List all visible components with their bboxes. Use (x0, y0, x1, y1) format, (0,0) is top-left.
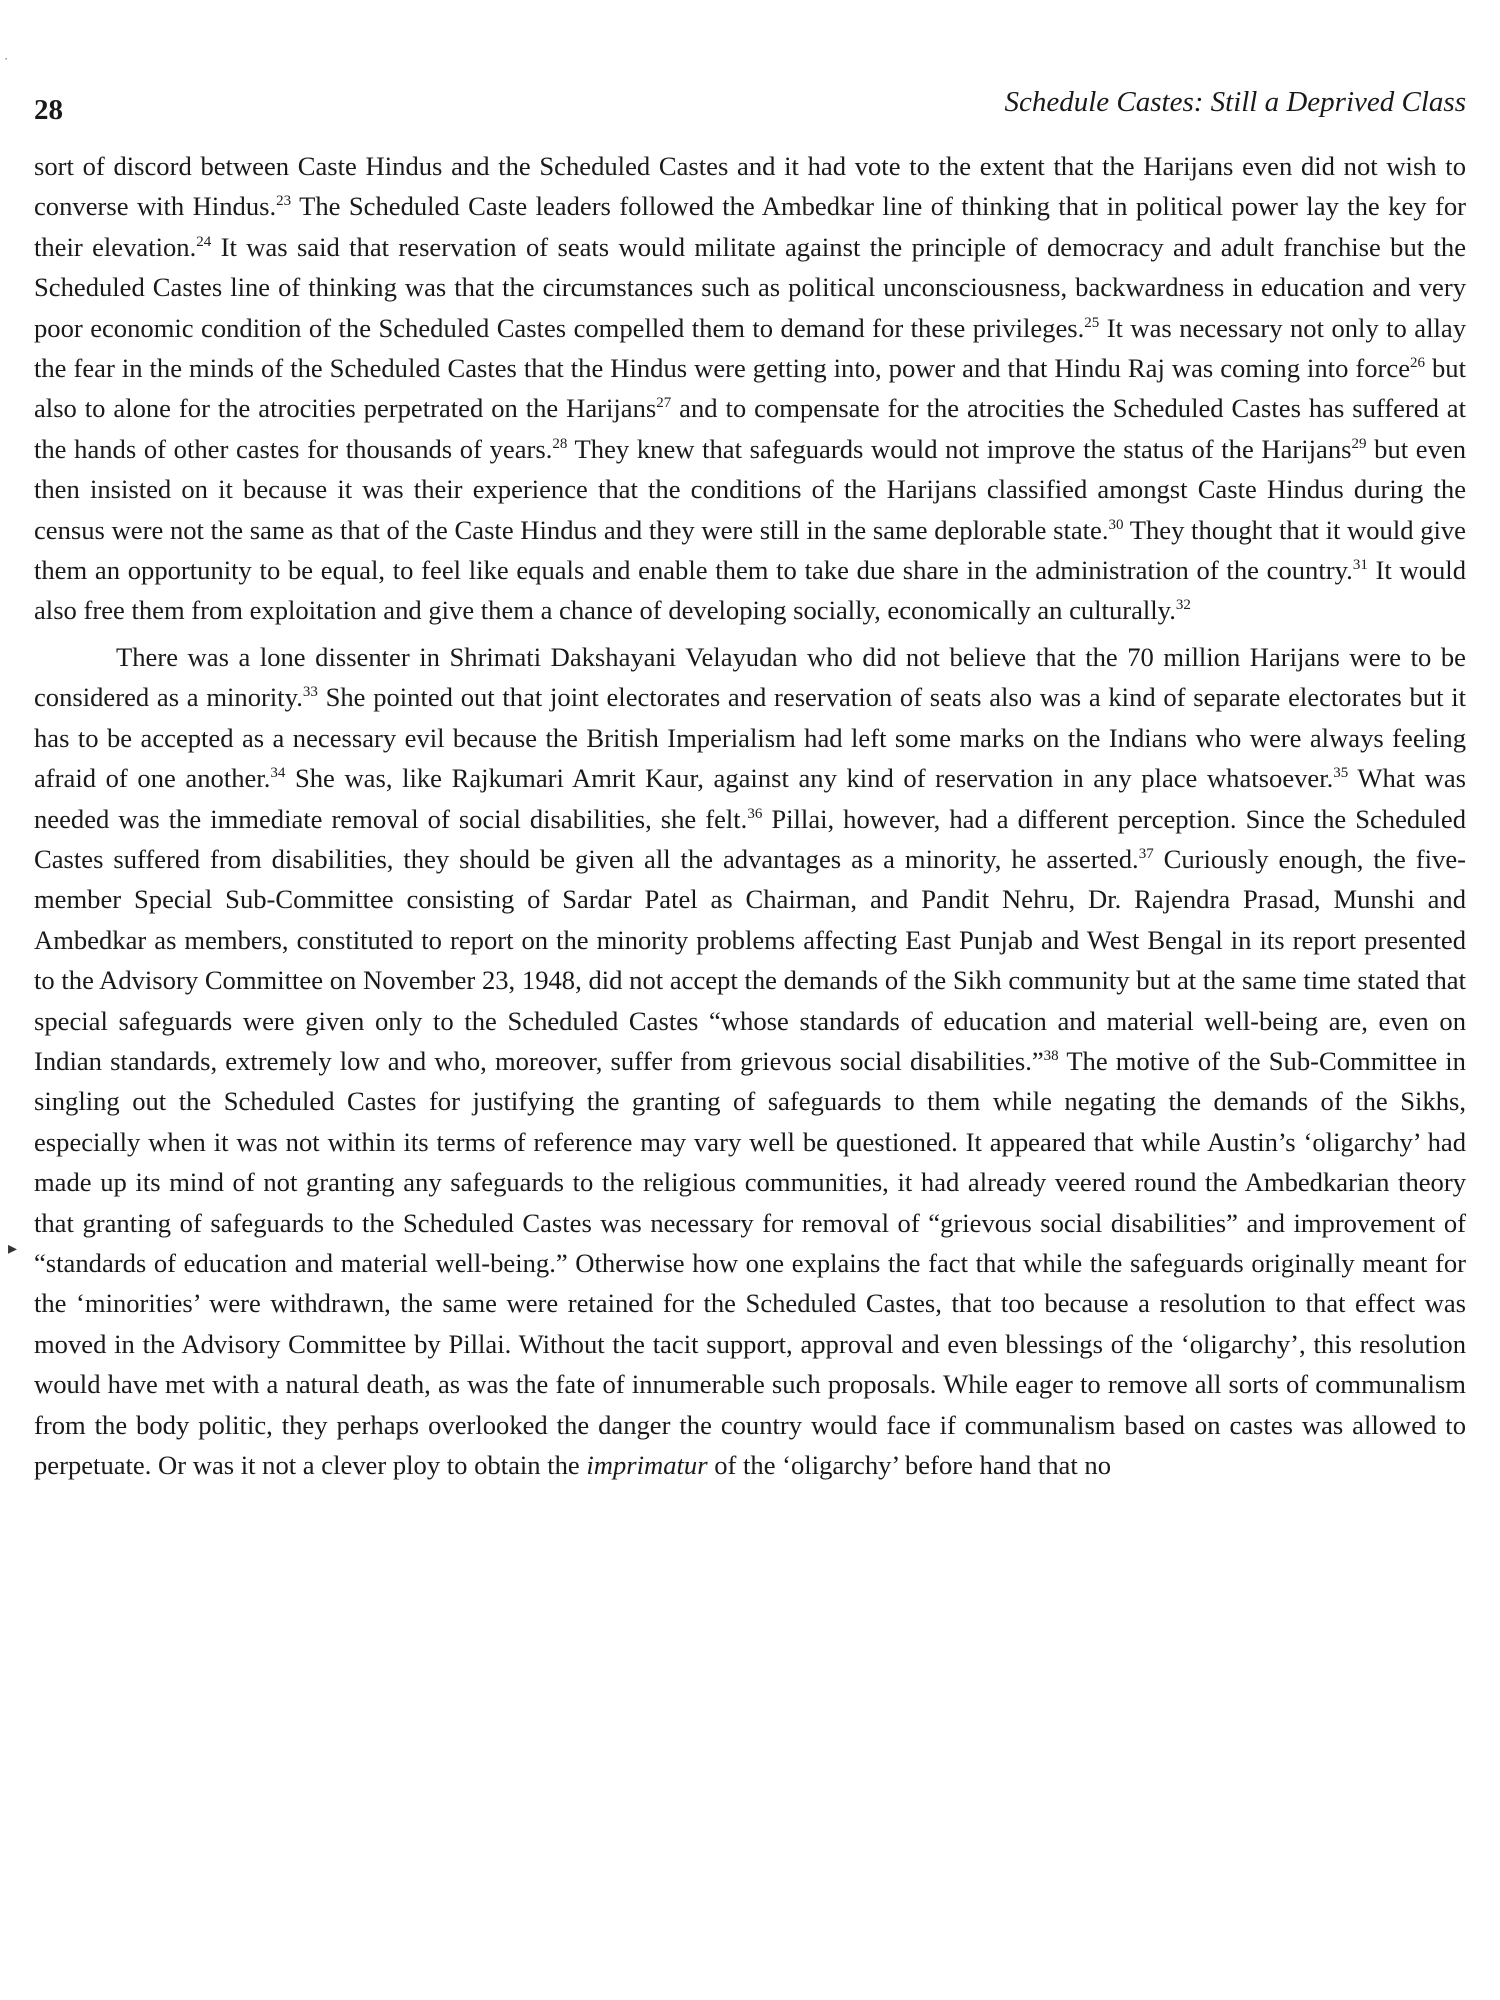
footnote-ref: 24 (196, 233, 212, 250)
text-run: She was, like Rajkumari Amrit Kaur, against any kind of reservation in any place whatsoever. (285, 763, 1334, 794)
footnote-ref: 38 (1043, 1048, 1059, 1065)
text-run: It was said that reservation of seats would militate against the principle of democracy and adult franchise but the Scheduled Castes line of thinking was that the circumstances such as political unconsciousness, backwardness in education and very poor economic condition of the Scheduled Castes compelled them to demand for these privileges. (34, 231, 1467, 343)
footnote-ref: 30 (1108, 516, 1124, 533)
footnote-ref: 36 (747, 805, 763, 822)
text-run: What was needed was the immediate removal of social disabilities, she felt. (34, 763, 1466, 834)
text-run: They thought that it would give them an opportunity to be equal, to feel like equals and enable them to take due share in the administration of the country. (34, 514, 1466, 586)
text-run: It would also free them from exploitation and give them a chance of developing socially, economically an culturally. (34, 555, 1466, 626)
footnote-ref: 35 (1333, 765, 1349, 782)
margin-arrow-icon: ▸ (8, 1238, 18, 1258)
footnote-ref: 32 (1175, 597, 1191, 614)
text-run: and to compensate for the atrocities the Scheduled Castes has suffered at the hands of other castes for thousands of years. (34, 393, 1466, 464)
footnote-ref: 29 (1351, 435, 1367, 452)
page-header (34, 80, 1466, 136)
text-run: Curiously enough, the five-member Special Sub-Committee consisting of Sardar Patel as Chairman, and Pandit Nehru, Dr. Rajendra Prasad, Munshi and Ambedkar as members, constituted to report on the minority problems affecting East Punjab and West Bengal in its report presented to the Advisory Committee on November 23, 1948, did not accept the demands of the Sikh community but at the same time stated that special safeguards were given only to the Scheduled Castes “whose standards of education and material well-being are, even on Indian standards, extremely low and who, moreover, suffer from grievous social disabilities.” (34, 843, 1466, 1076)
footnote-ref: 33 (302, 684, 318, 701)
text-run: It was necessary not only to allay the fear in the minds of the Scheduled Castes that the Hindus were getting into, power and that Hindu Raj was coming into force (34, 312, 1466, 384)
footnote-ref: 37 (1138, 846, 1154, 863)
footnote-ref: 23 (276, 193, 292, 210)
text-run: The Scheduled Caste leaders followed the Ambedkar line of thinking that in political power lay the key for their elevation. (34, 191, 1466, 262)
page-number: 28 (34, 94, 63, 126)
footnote-ref: 27 (656, 395, 672, 412)
book-page (34, 80, 1466, 1485)
text-run: sort of discord between Caste Hindus and the Scheduled Castes and it had vote to the extent that the Harijans even did not wish to converse with Hindus. (34, 151, 1466, 222)
footnote-ref: 28 (552, 435, 568, 452)
text-run: They knew that safeguards would not improve the status of the Harijans (567, 433, 1352, 464)
footnote-ref: 34 (270, 765, 286, 782)
text-run: She pointed out that joint electorates and reservation of seats also was a kind of separate electorates but it has to be accepted as a necessary evil because the British Imperialism had left some marks on the Indians who were always feeling afraid of one another. (34, 682, 1466, 794)
paragraph (34, 637, 1466, 1486)
text-run: Pillai, however, had a different perception. Since the Scheduled Castes suffered from disabilities, they should be given all the advantages as a minority, he asserted. (34, 803, 1466, 874)
text-run: but also to alone for the atrocities perpetrated on the Harijans (34, 353, 1466, 424)
text-run: of the ‘oligarchy’ before hand that no (707, 1450, 1111, 1480)
text-run: There was a lone dissenter in Shrimati Dakshayani Velayudan who did not believe that the 70 million Harijans were to be considered as a minority. (34, 641, 1466, 713)
paragraph (34, 146, 1466, 631)
footnote-ref: 31 (1352, 557, 1368, 574)
body-text (34, 146, 1466, 1485)
footnote-ref: 25 (1084, 314, 1100, 331)
text-run: The motive of the Sub-Committee in singling out the Scheduled Castes for justifying the granting of safeguards to them while negating the demands of the Sikhs, especially when it was not within its terms of reference may vary well be questioned. It appeared that while Austin’s ‘oligarchy’ had made up its mind of not granting any safeguards to the religious communities, it had already veered round the Ambedkarian theory that granting of safeguards to the Scheduled Castes was necessary for removal of “grievous social disabilities” and improvement of “standards of education and material well-being.” Otherwise how one explains the fact that while the safeguards originally meant for the ‘minorities’ were withdrawn, the same were retained for the Scheduled Castes, that too because a resolution to that effect was moved in the Advisory Committee by Pillai. Without the tacit support, approval and even blessings of the ‘oligarchy’, this resolution would have met with a natural death, as was the fate of innumerable such proposals. While eager to remove all sorts of communalism from the body politic, they perhaps overlooked the danger the country would face if communalism based on castes was allowed to perpetuate. Or was it not a clever ploy to obtain the (34, 1045, 1466, 1480)
margin-tick-mark: ⋅ (4, 52, 9, 66)
italic-term: imprimatur (586, 1450, 708, 1480)
text-run: but even then insisted on it because it was their experience that the conditions of the Harijans classified amongst Caste Hindus during the census were not the same as that of the Caste Hindus and they were still in the same deplorable state. (34, 433, 1466, 545)
running-title: Schedule Castes: Still a Deprived Class (1004, 86, 1466, 118)
footnote-ref: 26 (1410, 355, 1425, 372)
